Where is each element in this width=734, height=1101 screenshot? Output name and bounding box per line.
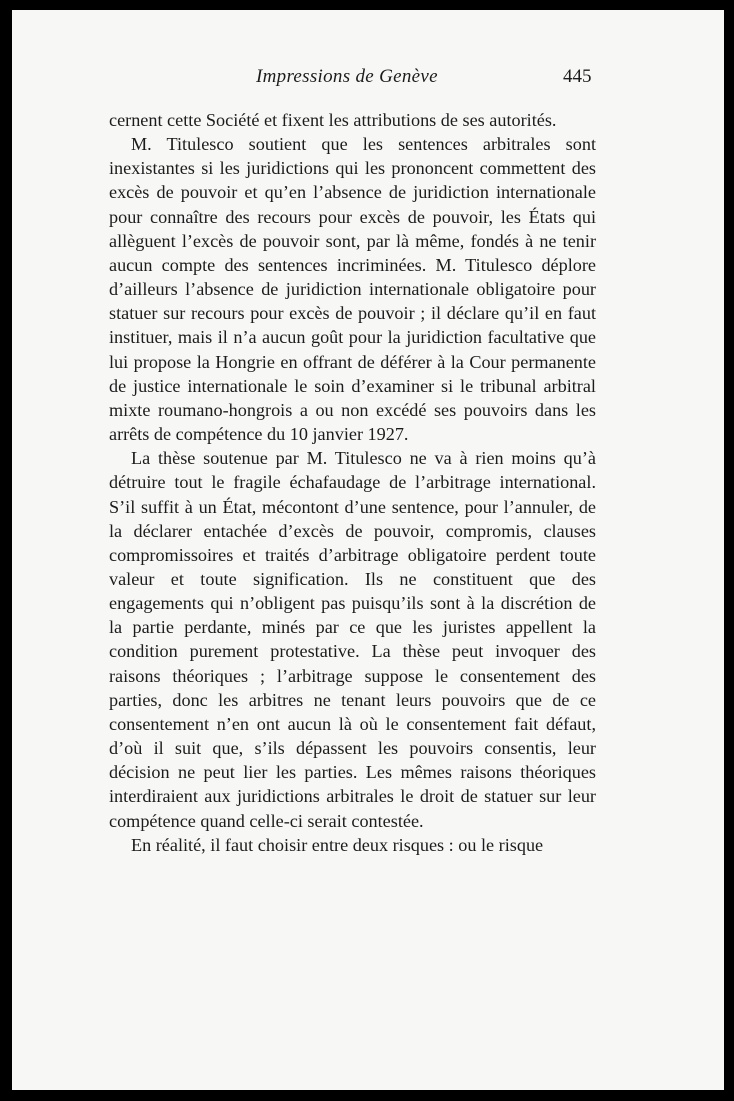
running-head [12, 66, 724, 96]
paragraph-continued: cernent cette Société et fixent les attributions de ses autorités. [109, 110, 557, 130]
book-page [12, 10, 724, 1090]
paragraph-these-soutenue: La thèse soutenue par M. Titulesco ne va à rien moins qu’à détruire tout le fragile échafaudage de l’arbitrage international. S’il suffit à un État, mécontont d’une sentence, pour l’annuler, de la déclarer entachée d’excès de pouvoir, compromis, clauses compromissoires et traités d’arbitrage obligatoire perdent toute valeur et toute signification. Ils ne constituent que des engagements qui n’obligent pas puisqu’ils sont à la discrétion de la partie perdante, minés par ce que les juristes appellent la condition purement protestative. La thèse peut invoquer des raisons théoriques ; l’arbitrage suppose le consentement des parties, donc les arbitres ne tenant leurs pouvoirs que de ce consentement n’en ont aucun là où le consentement fait défaut, d’où il suit que, s’ils dépassent les pouvoirs consentis, leur décision ne peut lier les parties. Les mêmes raisons théoriques interdiraient aux juridictions arbitrales le droit de statuer sur leur compétence quand celle-ci serait contestée. [109, 448, 596, 831]
paragraph-titulesco-thesis: M. Titulesco soutient que les sentences arbitrales sont inexistantes si les juridictions qui les prononcent commettent des excès de pouvoir et qu’en l’absence de juridiction internationale pour connaître des recours pour excès de pouvoir, les États qui allèguent l’excès de pouvoir sont, par là même, fondés à ne tenir aucun compte des sentences incriminées. M. Titulesco déplore d’ailleurs l’absence de juridiction internationale obligatoire pour statuer sur recours pour excès de pouvoir ; il déclare qu’il en faut instituer, mais il n’a aucun goût pour la juridiction facultative que lui propose la Hongrie en offrant de déférer à la Cour permanente de justice internationale le soin d’examiner si le tribunal arbitral mixte roumano-hongrois a ou non excédé ses pouvoirs dans les arrêts de compétence du 10 janvier 1927. [109, 134, 596, 445]
running-title: Impressions de Genève [256, 66, 438, 87]
body-text [109, 108, 596, 857]
paragraph-en-realite: En réalité, il faut choisir entre deux risques : ou le risque [131, 834, 544, 855]
page-number: 445 [563, 66, 592, 87]
